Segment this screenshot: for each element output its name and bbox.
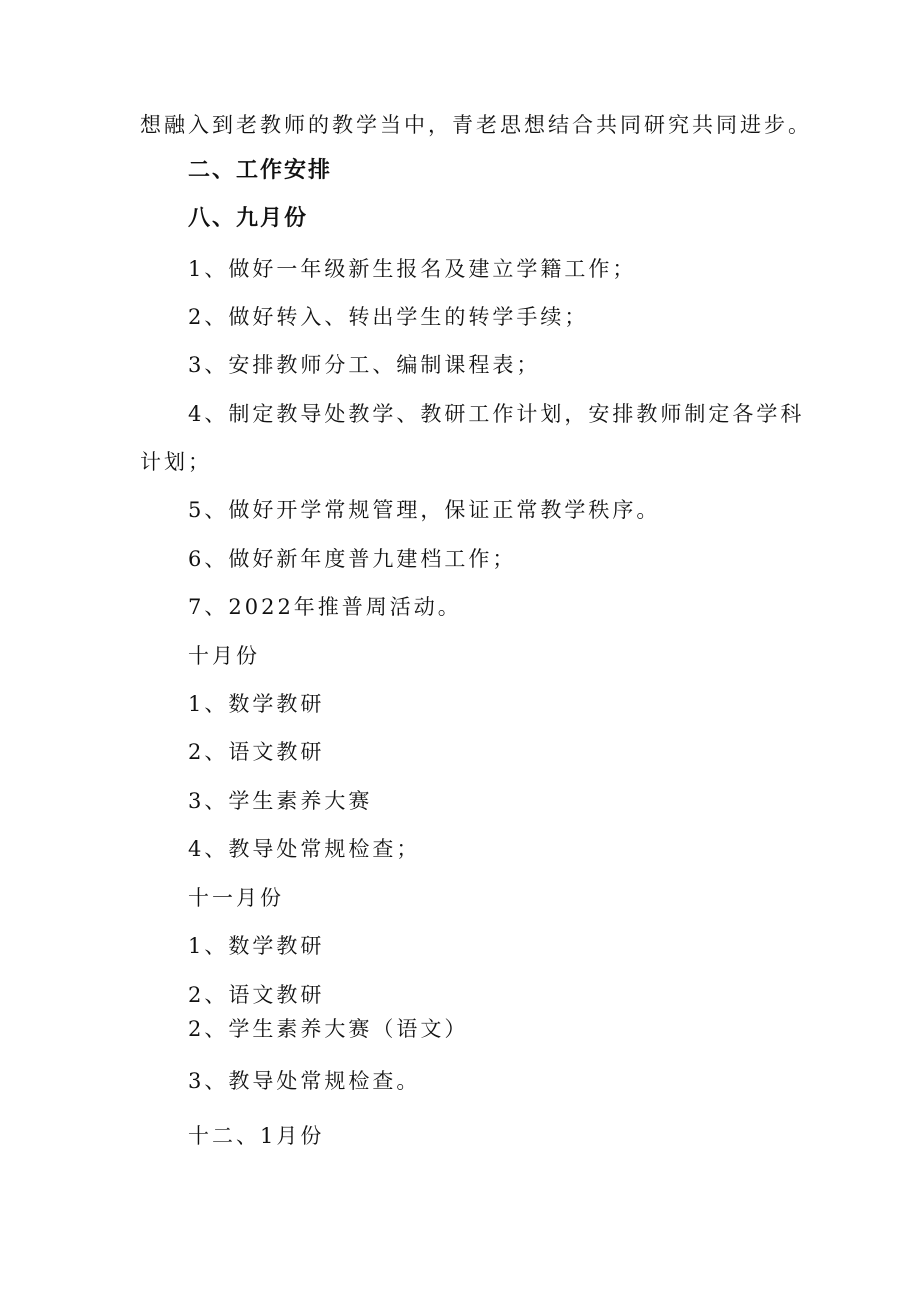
list-item: 3、学生素养大赛	[188, 789, 373, 813]
list-item: 4、教导处常规检查；	[188, 837, 421, 861]
list-item: 4、制定教导处教学、教研工作计划，安排教师制定各学科	[188, 402, 805, 426]
section-heading-work-plan: 二、工作安排	[188, 158, 333, 183]
list-item: 2、学生素养大赛（语文）	[188, 1017, 469, 1041]
subheading-october: 十月份	[188, 644, 260, 668]
list-item: 2、做好转入、转出学生的转学手续；	[188, 305, 589, 329]
list-item: 2、语文教研	[188, 983, 325, 1007]
subheading-november: 十一月份	[188, 886, 284, 910]
list-item: 3、安排教师分工、编制课程表；	[188, 353, 541, 377]
list-item: 1、做好一年级新生报名及建立学籍工作；	[188, 257, 637, 281]
list-item: 5、做好开学常规管理，保证正常教学秩序。	[188, 498, 661, 522]
paragraph-continuation: 想融入到老教师的教学当中，青老思想结合共同研究共同进步。	[140, 113, 812, 137]
list-item: 3、教导处常规检查。	[188, 1069, 421, 1093]
list-item: 1、数学教研	[188, 934, 325, 958]
subheading-dec-jan: 十二、1月份	[188, 1124, 325, 1148]
subheading-aug-sep: 八、九月份	[188, 206, 309, 231]
list-item: 6、做好新年度普九建档工作；	[188, 547, 517, 571]
list-item-continuation: 计划；	[140, 450, 212, 474]
list-item: 7、2022年推普周活动。	[188, 595, 462, 619]
list-item: 2、语文教研	[188, 740, 325, 764]
list-item: 1、数学教研	[188, 692, 325, 716]
